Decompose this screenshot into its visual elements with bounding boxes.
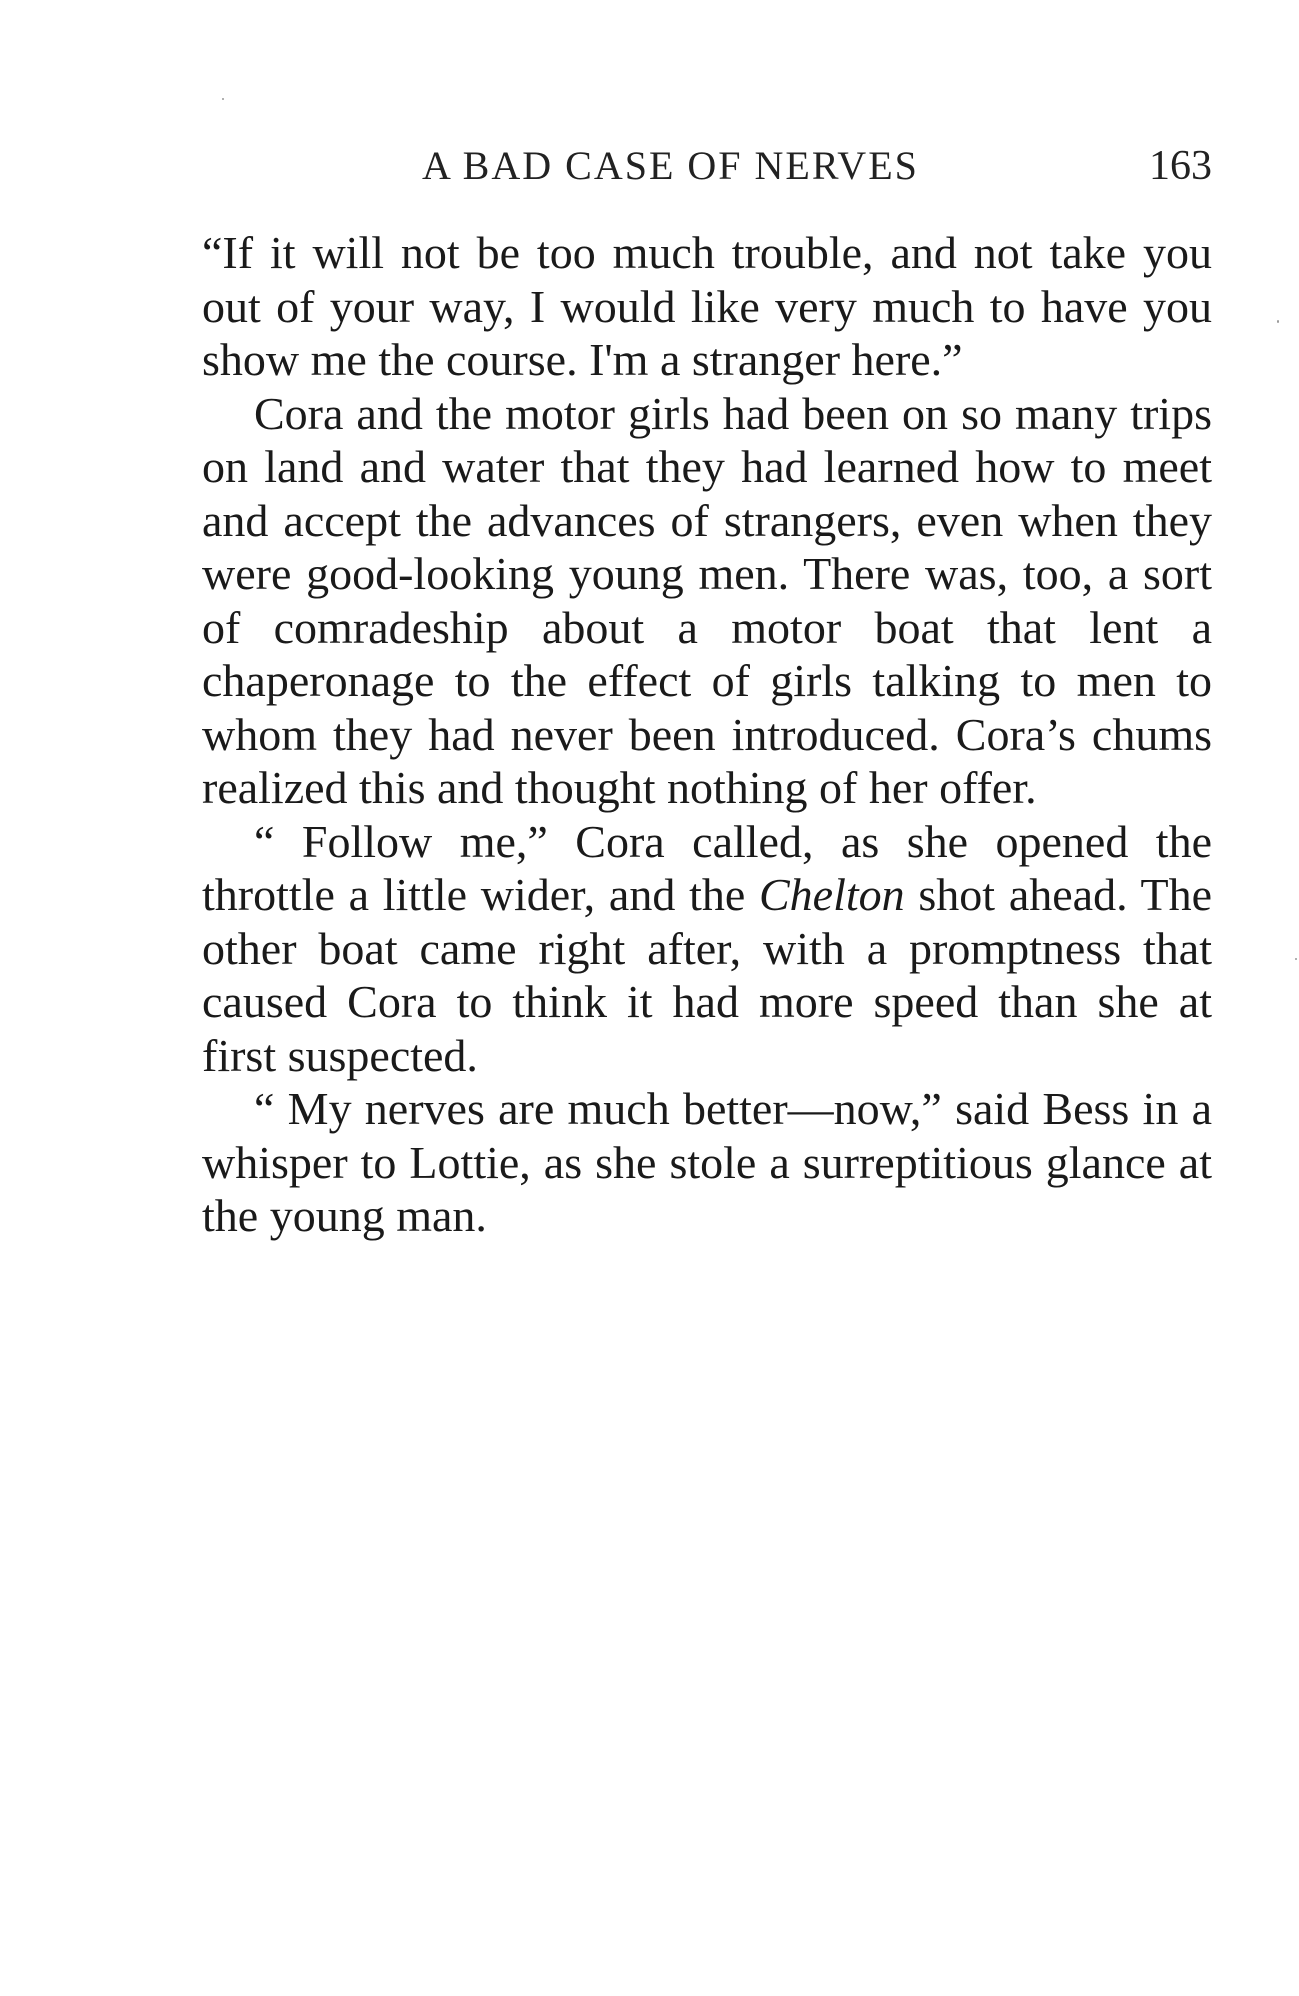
paragraph-3: [202, 815, 1212, 1083]
scan-speck: [1295, 958, 1297, 960]
paragraph-3-lead: “ Follow me,” Cora called, as she opened the throttle a little wider, and the: [202, 815, 1212, 920]
paragraph-1: “If it will not be too much trouble, and not take you out of your way, I would like very much to have you show me the course. I'm a stranger here.”: [202, 227, 1212, 385]
scan-speck: [1277, 320, 1279, 323]
paragraph-3-tail: shot ahead. The other boat came right after, with a promptness that caused Cora to think it had more speed than she at first suspected.: [202, 869, 1212, 1081]
scan-speck: [222, 98, 224, 100]
paragraph-2: Cora and the motor girls had been on so many trips on land and water that they had learned how to meet and accept the advances of strangers, even when they were good-looking young men. There was, too, a sort of comradeship about a motor boat that lent a chaperonage to the effect of girls talking to men to whom they had never been introduced. Cora’s chums realized this and thought nothing of her offer.: [202, 387, 1212, 813]
running-header: [202, 142, 1212, 202]
body-text: [202, 226, 1212, 1243]
page-number: 163: [1149, 143, 1212, 189]
paragraph-4: “ My nerves are much better—now,” said Bess in a whisper to Lottie, as she stole a surreptitious glance at the young man.: [202, 1083, 1212, 1241]
chapter-title: A BAD CASE OF NERVES: [422, 143, 919, 188]
boat-name: Chelton: [759, 869, 905, 920]
